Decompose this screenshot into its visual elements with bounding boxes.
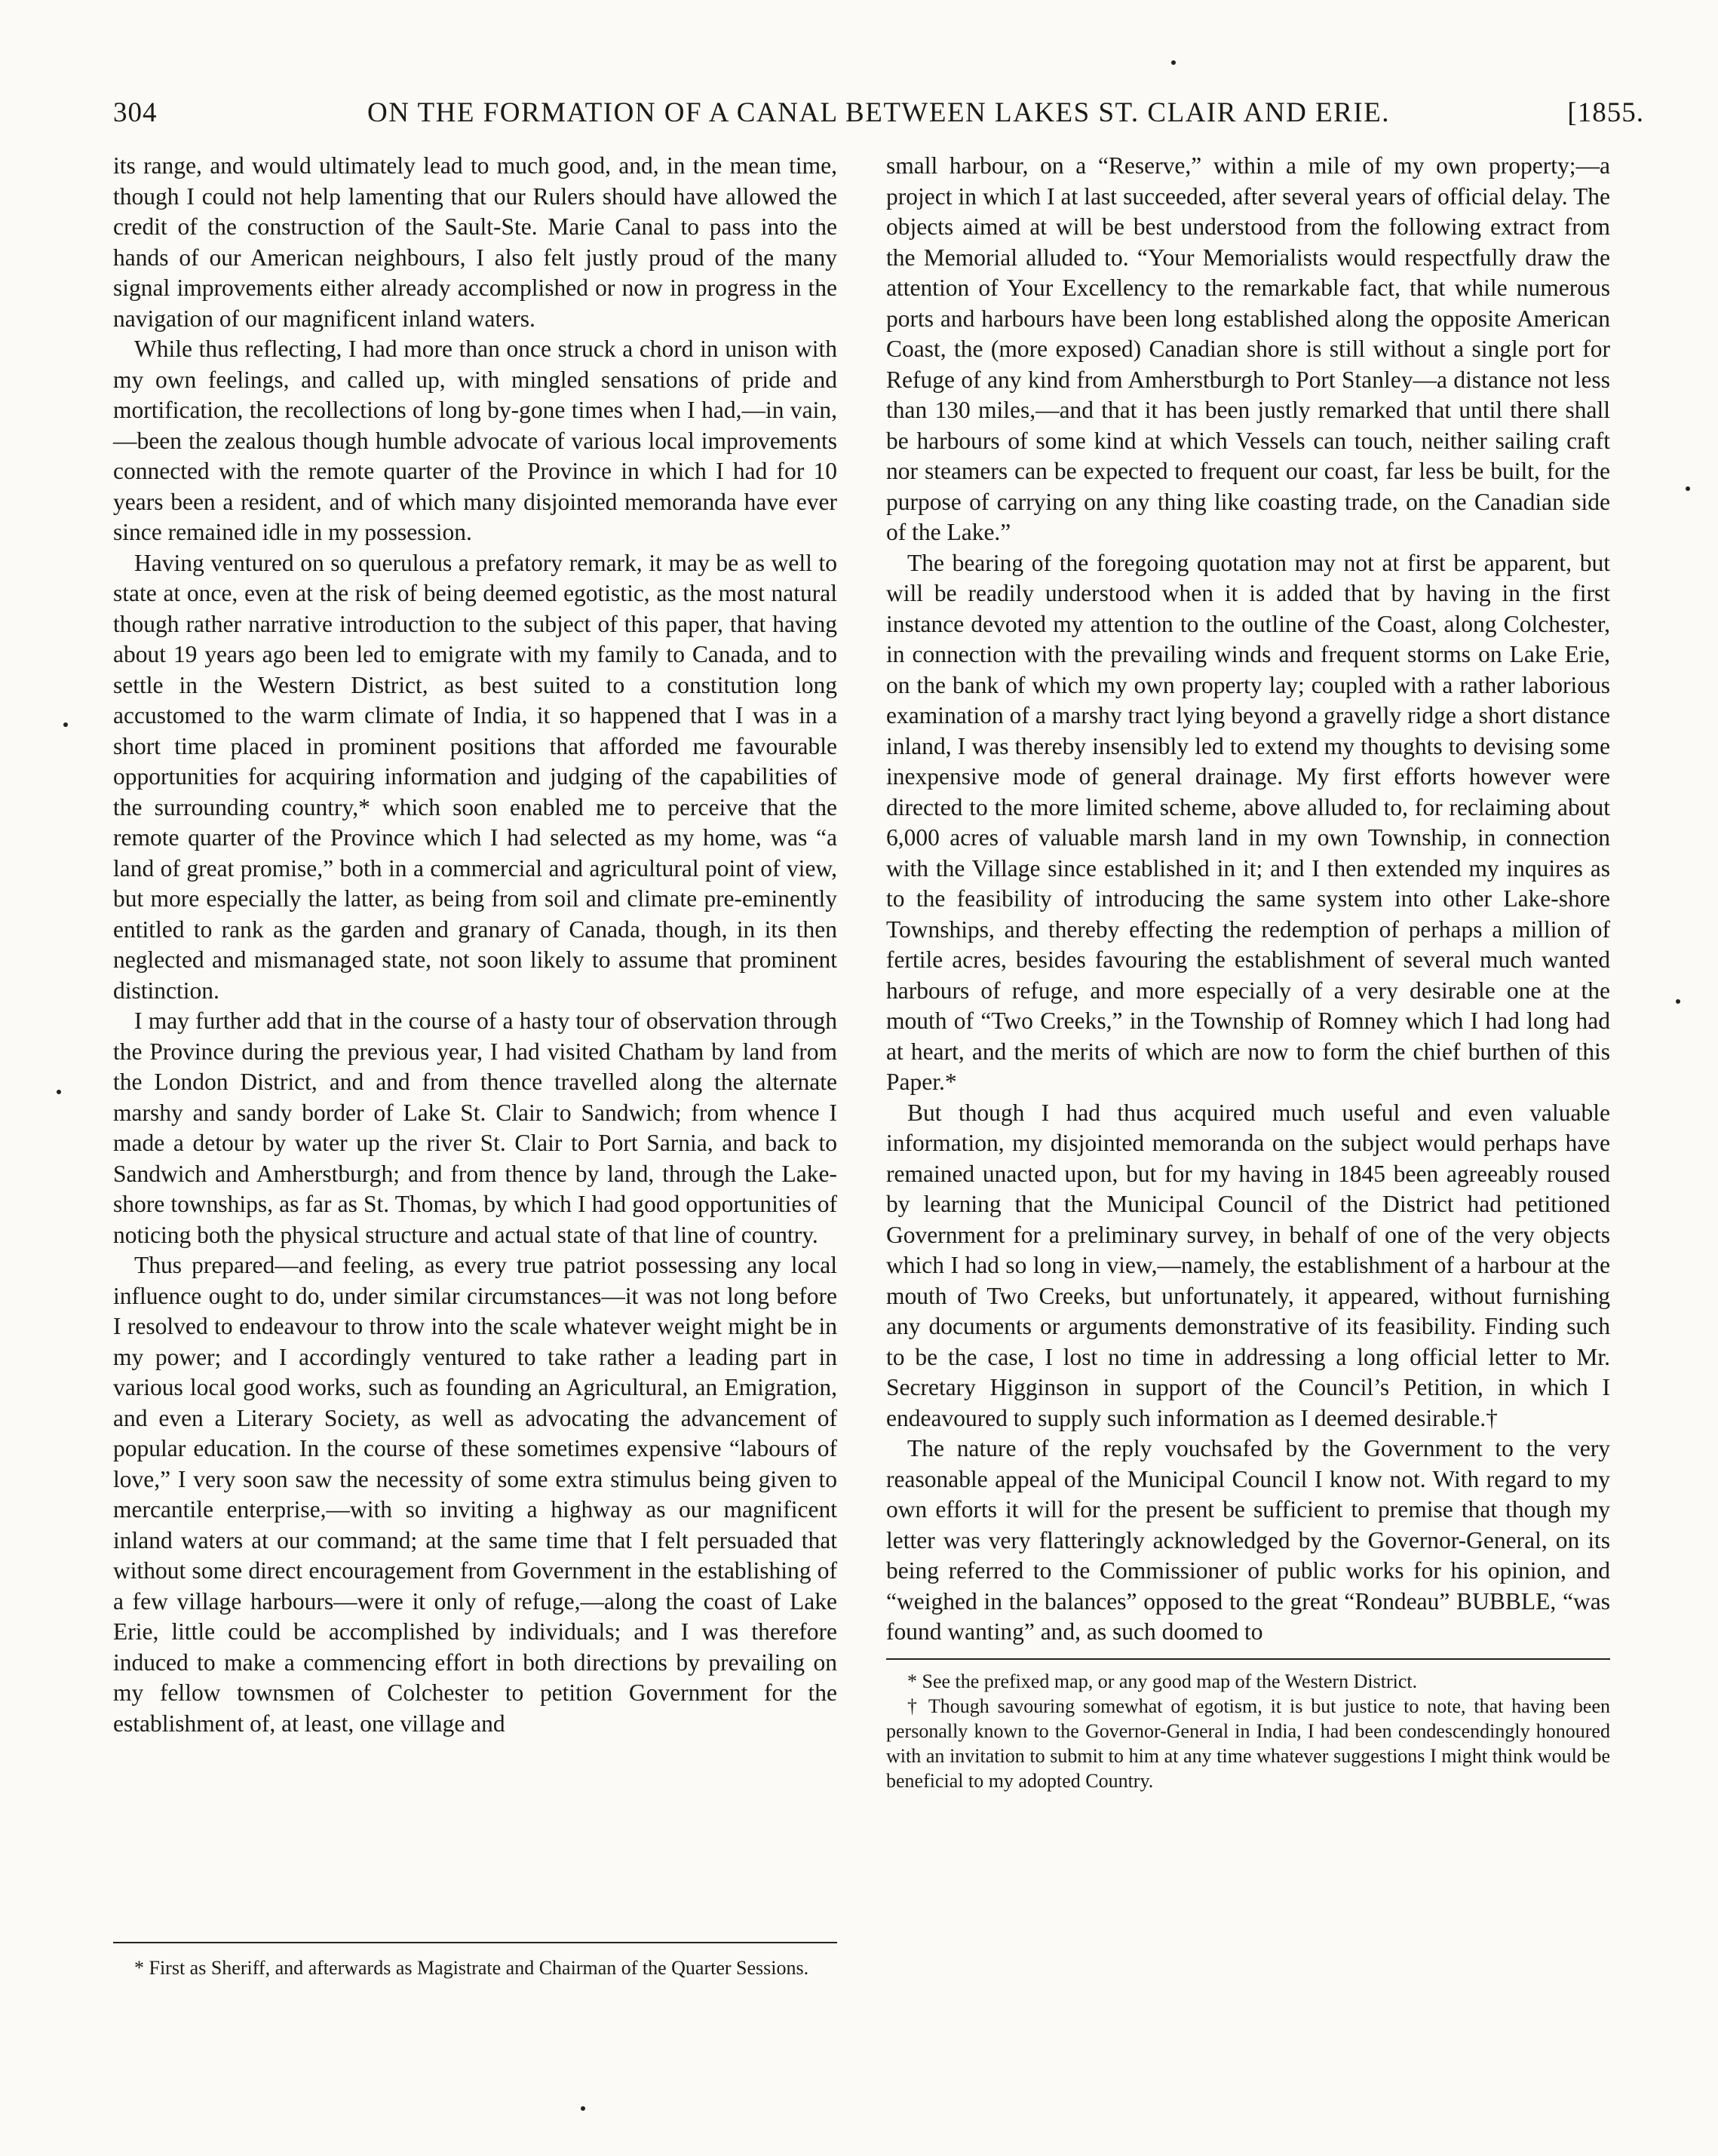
paragraph: its range, and would ultimately lead to much good, and, in the mean time, though I could not help lamenting that our Rulers should have allowed the credit of the construction of the Sault-Ste. Marie Canal to pass into the hands of our American neighbours, I also felt justly proud of the many signal improvements either already accomplished or now in progress in the navigation of our magnificent inland waters. bbox=[113, 152, 837, 332]
paragraph: I may further add that in the course of a hasty tour of observation through the Province during the previous year, I had visited Chatham by land from the London District, and and from thence travelled along the alternate marshy and sandy border of Lake St. Clair to Sandwich; from whence I made a detour by water up the river St. Clair to Port Sarnia, and back to Sandwich and Amherstburgh; and from thence by land, through the Lake-shore townships, as far as St. Thomas, by which I had good opportunities of noticing both the physical structure and actual state of that line of country. bbox=[113, 1007, 837, 1248]
left-footnotes bbox=[113, 1955, 837, 1980]
paragraph: Having ventured on so querulous a prefatory remark, it may be as well to state at once, even at the risk of being deemed egotistic, as the most natural though rather narrative introduction to the subject of this paper, that having about 19 years ago been led to emigrate with my family to Canada, and to settle in the Western District, as best suited to a constitution long accustomed to the warm climate of India, it so happened that I was in a short time placed in prominent positions that afforded me favourable opportunities for acquiring information and judging of the capabilities of the surrounding country,* which soon enabled me to perceive that the remote quarter of the Province which I had selected as my home, was “a land of great promise,” both in a commercial and agricultural point of view, but more especially the latter, as being from soil and climate pre-eminently entitled to rank as the garden and granary of Canada, though, in its then neglected and mismanaged state, not soon likely to assume that prominent distinction. bbox=[113, 549, 837, 1004]
speck-mark bbox=[1686, 486, 1690, 491]
left-column bbox=[113, 151, 837, 1739]
paragraph: The nature of the reply vouchsafed by the Government to the very reasonable appeal of the Municipal Council I know not. With regard to my own efforts it will for the present be sufficient to premise that though my letter was very flatteringly acknowledged by the Governor-General, on its being referred to the Commissioner of public works for his opinion, and “weighed in the balances” opposed to the great “Rondeau” BUBBLE, “was found wanting” and, as such doomed to bbox=[886, 1435, 1610, 1645]
speck-mark bbox=[1171, 60, 1176, 65]
running-title: ON THE FORMATION OF A CANAL BETWEEN LAKES ST. CLAIR AND ERIE. bbox=[367, 97, 1390, 128]
paragraph: But though I had thus acquired much useful and even valuable information, my disjointed memoranda on the subject would perhaps have remained unacted upon, but for my having in 1845 been agreeably roused by learning that the Municipal Council of the District had petitioned Government for a preliminary survey, in behalf of one of the very objects which I had so long in view,—namely, the establishment of a harbour at the mouth of Two Creeks, but unfortunately, it appeared, without furnishing any documents or arguments demonstrative of its feasibility. Finding such to be the case, I lost no time in addressing a long official letter to Mr. Secretary Higginson in support of the Council’s Petition, in which I endeavoured to supply such information as I deemed desirable.† bbox=[886, 1099, 1610, 1431]
running-year: [1855. bbox=[1567, 97, 1644, 128]
footnote: * See the prefixed map, or any good map of the Western District. bbox=[907, 1670, 1418, 1692]
speck-mark bbox=[57, 1090, 61, 1094]
running-header bbox=[113, 97, 1644, 134]
paragraph: The bearing of the foregoing quotation may not at first be apparent, but will be readily understood when it is added that by having in the first instance devoted my attention to the outline of the Coast, along Colchester, in connection with the prevailing winds and frequent storms on Lake Erie, on the bank of which my own property lay; coupled with a rather laborious examination of a marshy tract lying beyond a gravelly ridge a short distance inland, I was thereby insensibly led to extend my thoughts to devising some inexpensive mode of general drainage. My first efforts however were directed to the more limited scheme, above alluded to, for reclaiming about 6,000 acres of valuable marsh land in my own Township, in connection with the Village since established in it; and I then extended my inquires as to the feasibility of introducing the same system into other Lake-shore Townships, and thereby effecting the redemption of perhaps a million of fertile acres, besides favouring the establishment of several much wanted harbours of refuge, and more especially of a very desirable one at the mouth of “Two Creeks,” in the Township of Romney which I had long had at heart, and the merits of which are now to form the chief burthen of this Paper.* bbox=[886, 549, 1610, 1095]
right-column bbox=[886, 151, 1610, 1793]
page-number: 304 bbox=[113, 97, 158, 128]
footnote: † Though savouring somewhat of egotism, it is but justice to note, that having been personally known to the Governor-General in India, I had been condescendingly honoured with an invitation to submit to him at any time whatever suggestions I might think would be beneficial to my adopted Country. bbox=[886, 1694, 1610, 1792]
footnote: * First as Sheriff, and afterwards as Magistrate and Chairman of the Quarter Sessions. bbox=[134, 1957, 809, 1979]
footnote-rule bbox=[113, 1942, 837, 1943]
speck-mark bbox=[63, 722, 68, 727]
footnote-rule bbox=[886, 1658, 1610, 1660]
paragraph: small harbour, on a “Reserve,” within a mile of my own property;—a project in which I at last succeeded, after several years of official delay. The objects aimed at will be best understood from the following extract from the Memorial alluded to. “Your Memorialists would respectfully draw the attention of Your Excellency to the remarkable fact, that while numerous ports and harbours have been long established along the opposite American Coast, the (more exposed) Canadian shore is still without a single port for Refuge of any kind from Amherstburgh to Port Stanley—a distance not less than 130 miles,—and that it has been justly remarked that until there shall be harbours of some kind at which Vessels can touch, neither sailing craft nor steamers can be expected to frequent our coast, far less be built, for the purpose of carrying on any thing like coasting trade, on the Canadian side of the Lake.” bbox=[886, 152, 1610, 545]
speck-mark bbox=[581, 2106, 585, 2111]
paragraph: While thus reflecting, I had more than once struck a chord in unison with my own feelings, and called up, with mingled sensations of pride and mortification, the recollections of long by-gone times when I had,—in vain,—been the zealous though humble advocate of various local improvements connected with the remote quarter of the Province in which I had for 10 years been a resident, and of which many disjointed memoranda have ever since remained idle in my possession. bbox=[113, 336, 837, 545]
speck-mark bbox=[1676, 999, 1680, 1004]
paragraph: Thus prepared—and feeling, as every true patriot possessing any local influence ought to do, under similar circumstances—it was not long before I resolved to endeavour to throw into the scale whatever weight might be in my power; and I accordingly ventured to take rather a leading part in various local good works, such as founding an Agricultural, an Emigration, and even a Literary Society, as well as advocating the advancement of popular education. In the course of these sometimes expensive “labours of love,” I very soon saw the necessity of some extra stimulus being given to mercantile enterprise,—with so inviting a highway as our magnificent inland waters at our command; at the same time that I felt persuaded that without some direct encouragement from Government in the establishing of a few village harbours—were it only of refuge,—along the coast of Lake Erie, little could be accomplished by individuals; and I was therefore induced to make a commencing effort in both directions by prevailing on my fellow townsmen of Colchester to petition Government for the establishment of, at least, one village and bbox=[113, 1252, 837, 1737]
